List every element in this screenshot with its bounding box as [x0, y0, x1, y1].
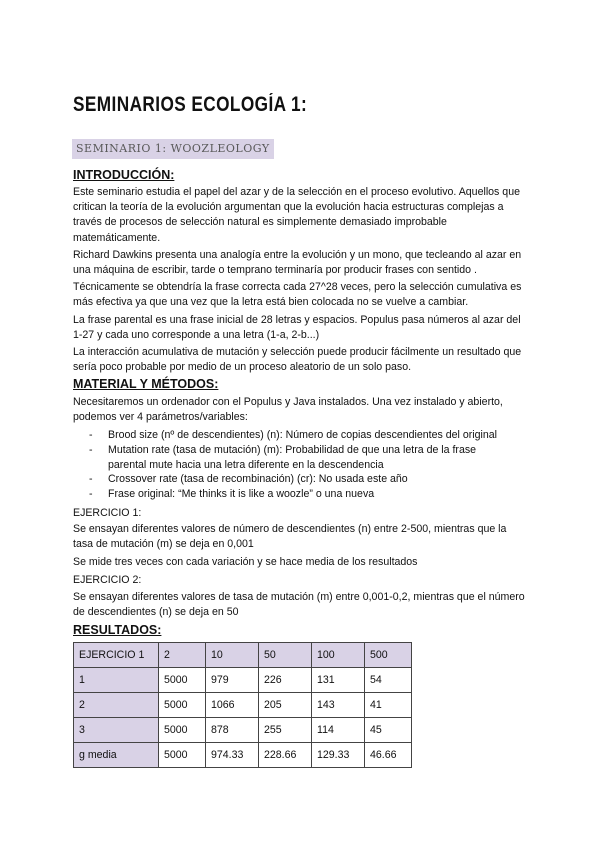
table-cell: 41: [365, 693, 412, 718]
intro-heading: INTRODUCCIÓN:: [73, 168, 175, 182]
table-cell: 228.66: [259, 743, 312, 768]
results-table: [73, 642, 412, 768]
table-cell: 226: [259, 668, 312, 693]
table-cell: 878: [206, 718, 259, 743]
seminar-label: SEMINARIO 1: WOOZLEOLOGY: [72, 139, 274, 159]
intro-paragraph-3: Técnicamente se obtendría la frase correcta cada 27^28 veces, pero la selección cumulativa es más efectiva ya que una vez que la letra está bien colocada no se vuelve a cambiar.: [73, 281, 522, 309]
table-cell: 46.66: [365, 743, 412, 768]
table-cell: 5000: [159, 743, 206, 768]
table-row: [74, 743, 412, 768]
table-row: [74, 668, 412, 693]
table-row: [74, 693, 412, 718]
methods-heading: MATERIAL Y MÉTODOS:: [73, 377, 219, 391]
table-cell: 2: [74, 693, 159, 718]
table-cell: 974.33: [206, 743, 259, 768]
bullet-text: Mutation rate (tasa de mutación) (m): Probabilidad de que una letra de la frase parental mute hacia una letra diferente en la descendencia: [108, 444, 477, 472]
table-header-cell: EJERCICIO 1: [74, 643, 159, 668]
table-header-cell: 50: [259, 643, 312, 668]
table-cell: 255: [259, 718, 312, 743]
table-header-row: [74, 643, 412, 668]
table-cell: 129.33: [312, 743, 365, 768]
table-cell: 979: [206, 668, 259, 693]
intro-paragraph-5: La interacción acumulativa de mutación y selección puede producir fácilmente un resultado que sería poco probable por medio de un proceso aleatorio de un solo paso.: [73, 346, 522, 374]
table-cell: 5000: [159, 668, 206, 693]
exercise-2-text: Se ensayan diferentes valores de tasa de mutación (m) entre 0,001-0,2, mientras que el número de descendientes (n) se deja en 50: [73, 591, 525, 619]
table-cell: 45: [365, 718, 412, 743]
methods-intro: Necesitaremos un ordenador con el Populus y Java instalados. Una vez instalado y abierto, podemos ver 4 parámetros/variables:: [73, 396, 503, 424]
bullet-item: - Mutation rate (tasa de mutación) (m): Probabilidad de que una letra de la frase parental mute hacia una letra diferente en la descendencia: [89, 443, 529, 473]
bullet-text: Brood size (nº de descendientes) (n): Número de copias descendientes del original: [108, 429, 497, 441]
bullet-text: Frase original: “Me thinks it is like a woozle” o una nueva: [108, 488, 375, 500]
table-header-cell: 10: [206, 643, 259, 668]
table-header-cell: 2: [159, 643, 206, 668]
intro-paragraph-1: Este seminario estudia el papel del azar y de la selección en el proceso evolutivo. Aquellos que critican la teoría de la evolución argumentan que la evolución hacia estructuras complejas a través de procesos de selección natural es simplemente demasiado improbable matemáticamente.: [73, 186, 520, 244]
page-title: SEMINARIOS ECOLOGÍA 1:: [73, 93, 308, 116]
table-header-cell: 100: [312, 643, 365, 668]
table-cell: 1: [74, 668, 159, 693]
exercise-2-heading: EJERCICIO 2:: [73, 574, 142, 586]
table-header-cell: 500: [365, 643, 412, 668]
table-cell: 205: [259, 693, 312, 718]
bullet-text: Crossover rate (tasa de recombinación) (cr): No usada este año: [108, 473, 408, 485]
results-heading: RESULTADOS:: [73, 623, 162, 637]
table-cell: 114: [312, 718, 365, 743]
intro-paragraph-2: Richard Dawkins presenta una analogía entre la evolución y un mono, que tecleando al azar en una máquina de escribir, tarde o temprano terminaría por producir frases con sentido .: [73, 249, 522, 277]
table-cell: 143: [312, 693, 365, 718]
exercise-1-heading: EJERCICIO 1:: [73, 507, 142, 519]
exercise-1-text: Se ensayan diferentes valores de número de descendientes (n) entre 2-500, mientras que la tasa de mutación (m) se deja en 0,001: [73, 523, 507, 551]
table-cell: g media: [74, 743, 159, 768]
bullet-item: - Brood size (nº de descendientes) (n): Número de copias descendientes del original: [89, 428, 529, 443]
intro-paragraph-4: La frase parental es una frase inicial de 28 letras y espacios. Populus pasa números al azar del 1-27 y cada uno corresponde a una letra (1-a, 2-b...): [73, 314, 521, 342]
table-row: [74, 718, 412, 743]
bullet-item: - Frase original: “Me thinks it is like a woozle” o una nueva: [89, 487, 529, 502]
exercise-1-text-2: Se mide tres veces con cada variación y se hace media de los resultados: [73, 556, 418, 568]
table-cell: 5000: [159, 693, 206, 718]
table-cell: 1066: [206, 693, 259, 718]
table-cell: 131: [312, 668, 365, 693]
table-cell: 5000: [159, 718, 206, 743]
table-cell: 3: [74, 718, 159, 743]
bullet-item: - Crossover rate (tasa de recombinación) (cr): No usada este año: [89, 472, 529, 487]
table-cell: 54: [365, 668, 412, 693]
